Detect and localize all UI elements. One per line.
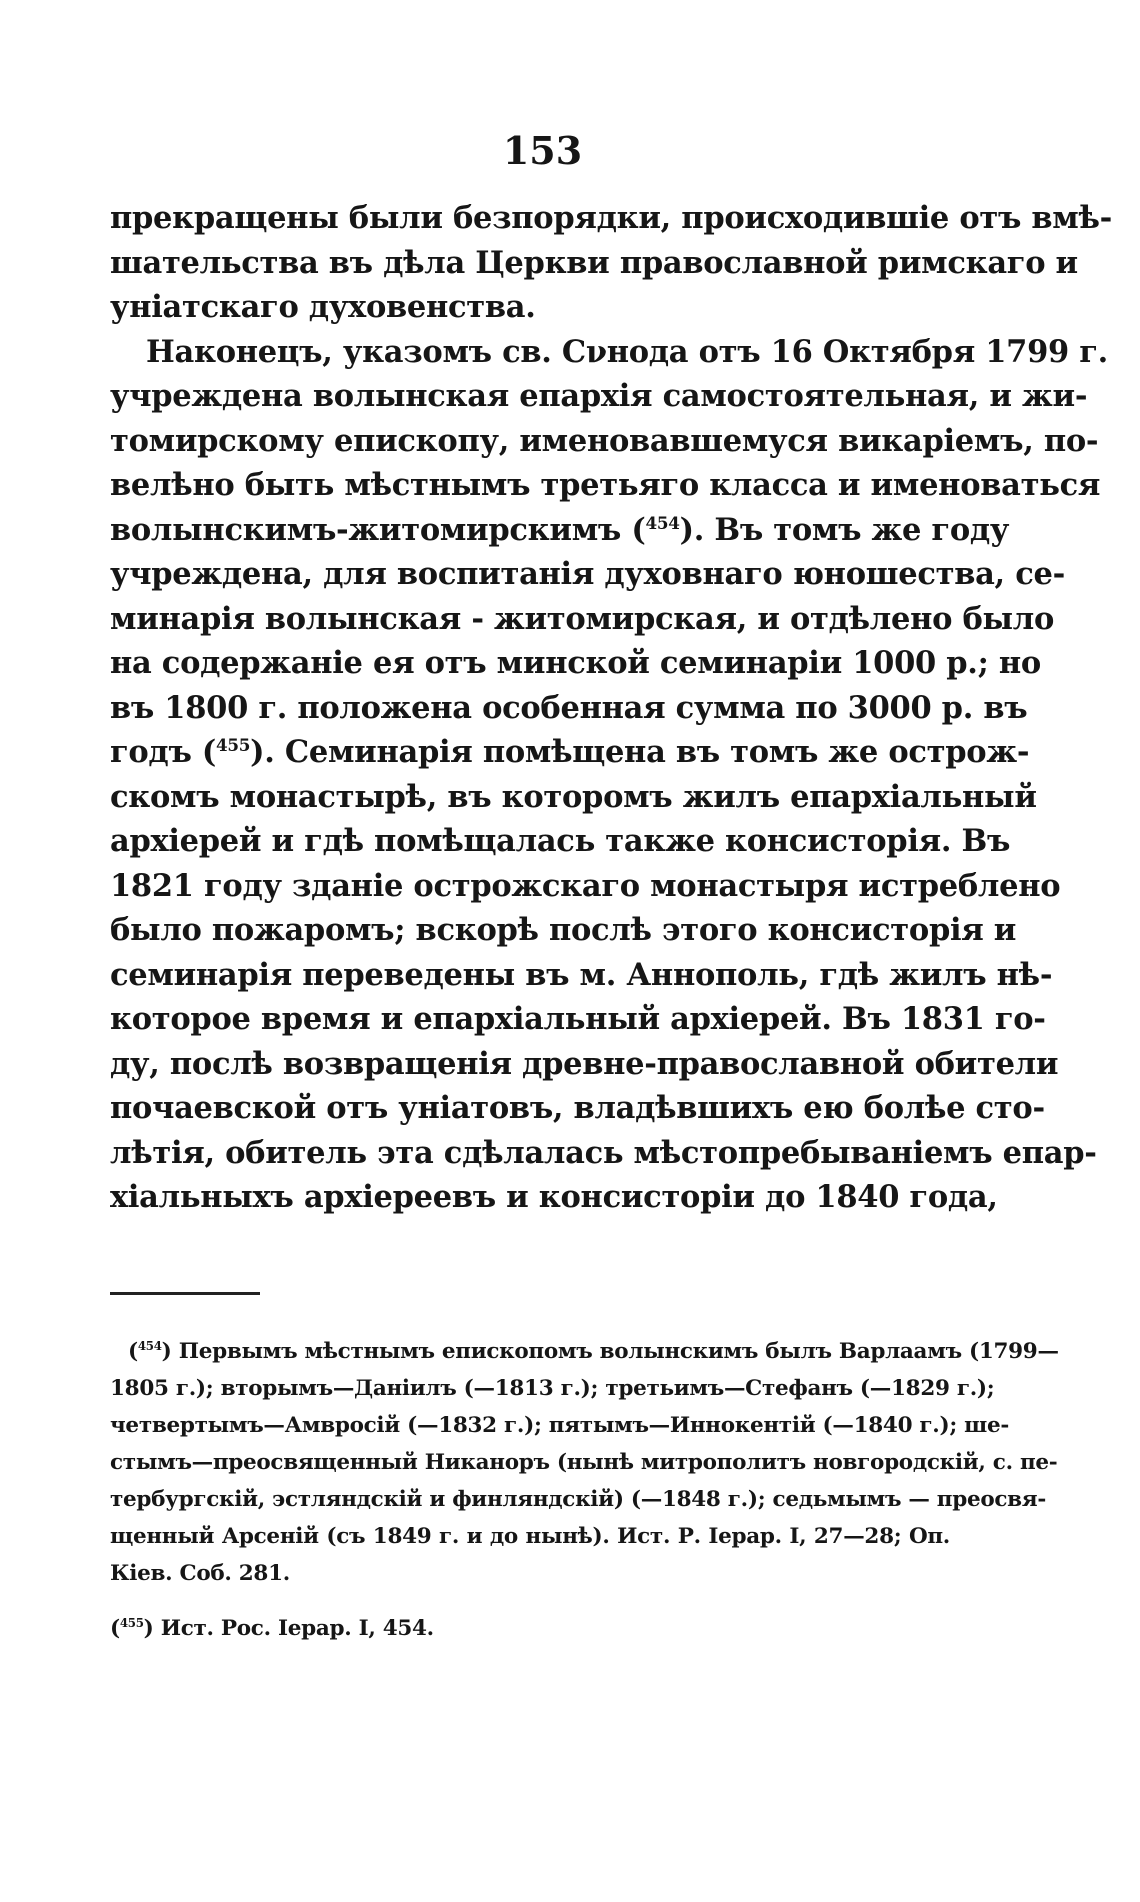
footnote-line: ($^{454}$) Первымъ мѣстнымъ епископомъ волынскимъ былъ Варлаамъ (1799— [128, 1338, 1059, 1364]
body-line-part: волынскимъ-житомирскимъ ( [110, 511, 646, 548]
body-line-with-ref [110, 508, 1010, 553]
body-line: ду, послѣ возвращенія древне-православной обители [110, 1045, 1059, 1082]
body-line: скомъ монастырѣ, въ которомъ жилъ епархіальный [110, 778, 1037, 815]
body-line: архіерей и гдѣ помѣщалась также консисторія. Въ [110, 823, 1011, 859]
body-line: было пожаромъ; вскорѣ послѣ этого консисторія и [110, 912, 1017, 948]
body-line: которое время и епархіальный архіерей. Въ 1831 го- [110, 1001, 1046, 1037]
body-line: Наконецъ, указомъ св. Сνнода отъ 16 Октября 1799 г. [146, 333, 1108, 370]
body-line: учреждена, для воспитанія духовнаго юношества, се- [110, 556, 1065, 592]
body-line: томирскому епископу, именовавшемуся викаріемъ, по- [110, 422, 1099, 459]
footnote-line: щенный Арсеній (съ 1849 г. и до нынѣ). Ист. Р. Іерар. I, 27—28; Оп. [110, 1524, 950, 1549]
footnote-line: четвертымъ—Амвросій (—1832 г.); пятымъ—Иннокентій (—1840 г.); ше- [110, 1413, 1009, 1438]
footnote-line-part: ) Ист. Рос. Іерар. I, 454. [143, 1616, 434, 1641]
footnote-455 [110, 1610, 950, 1647]
body-text [110, 196, 1112, 1220]
footnote-ref-455: 455 [216, 734, 251, 755]
footnote-line-part: ) Первымъ мѣстнымъ епископомъ волынскимъ былъ Варлаамъ (1799— [161, 1339, 1059, 1364]
footnote-line: 1805 г.); вторымъ—Даніилъ (—1813 г.); третьимъ—Стефанъ (—1829 г.); [110, 1376, 995, 1401]
footnote-mark-454: 454 [137, 1338, 162, 1353]
footnote-separator-rule [110, 1292, 260, 1295]
footnote-ref-454: 454 [645, 512, 680, 533]
body-line-part: ). Семинарія помѣщена въ томъ же острож- [250, 734, 1030, 770]
footnote-line: тербургскій, эстляндскій и финляндскій) (—1848 г.); седьмымъ — преосвя- [110, 1487, 1047, 1512]
body-line: 1821 году зданіе острожскаго монастыря истреблено [110, 867, 1061, 904]
body-line: велѣно быть мѣстнымъ третьяго класса и именоваться [110, 467, 1101, 503]
footnote-mark-455: 455 [119, 1615, 144, 1630]
body-line: семинарія переведены въ м. Аннополь, гдѣ жилъ нѣ- [110, 956, 1053, 993]
body-line-part: годъ ( [110, 734, 217, 770]
footnote-line: ($^{455}$) Ист. Рос. Іерар. I, 454. [110, 1615, 434, 1641]
body-line: шательства въ дѣла Церкви православной римскаго и [110, 244, 1078, 281]
footnotes [110, 1333, 1059, 1647]
body-line: минарія волынская - житомирская, и отдѣлено было [110, 600, 1055, 637]
body-line-with-ref [110, 730, 1030, 775]
page-number: 153 [502, 128, 583, 173]
body-line: прекращены были безпорядки, происходившіе отъ вмѣ- [110, 200, 1112, 236]
body-line: уніатскаго духовенства. [110, 289, 536, 325]
body-line: хіальныхъ архіереевъ и консисторіи до 1840 года, [110, 1179, 998, 1215]
footnote-454 [110, 1333, 1059, 1592]
body-line: въ 1800 г. положена особенная сумма по 3000 р. въ [110, 689, 1028, 726]
body-line-part: ). Въ томъ же году [679, 511, 1010, 548]
body-line: почаевской отъ уніатовъ, владѣвшихъ ею болѣе сто- [110, 1090, 1045, 1126]
body-line: на содержаніе ея отъ минской семинаріи 1000 р.; но [110, 645, 1041, 681]
footnote-line: стымъ—преосвященный Никаноръ (нынѣ митрополитъ новгородскій, с. пе- [110, 1450, 1058, 1475]
footnote-line: Кіев. Соб. 281. [110, 1561, 290, 1586]
body-line: лѣтія, обитель эта сдѣлалась мѣстопребываніемъ епар- [110, 1134, 1097, 1171]
body-line: учреждена волынская епархія самостоятельная, и жи- [110, 378, 1088, 414]
